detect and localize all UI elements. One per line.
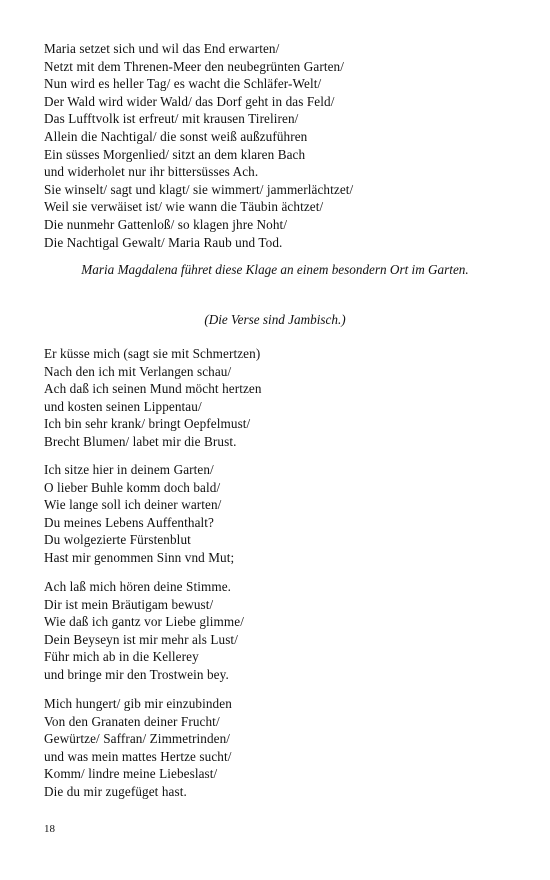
poem-line: und bringe mir den Trostwein bey. [44, 666, 229, 682]
poem-stanza [44, 345, 504, 451]
poem-line: Dir ist mein Bräutigam bewust/ [44, 596, 214, 612]
poem-line: Ach daß ich seinen Mund möcht hertzen [44, 381, 262, 397]
poem-line: Gewürtze/ Saffran/ Zimmetrinden/ [44, 731, 231, 747]
poem-stanza [44, 40, 504, 251]
poem-line: Dein Beyseyn ist mir mehr als Lust/ [44, 631, 238, 647]
poem-line: Allein die Nachtigal/ die sonst weiß außzuführen [44, 128, 308, 144]
poem-line: Mich hungert/ gib mir einzubinden [44, 696, 232, 711]
poem-line: Komm/ lindre meine Liebeslast/ [44, 766, 218, 782]
poem-stanza [44, 578, 504, 684]
page-number: 18 [44, 823, 55, 835]
poem-line: Ich bin sehr krank/ bringt Oepfelmust/ [44, 416, 251, 432]
poem-line: Du meines Lebens Auffenthalt? [44, 514, 215, 530]
poem-line: Wie daß ich gantz vor Liebe glimme/ [44, 614, 244, 630]
section-heading: Maria Magdalena führet diese Klage an einem besondern Ort im Garten. [81, 262, 469, 277]
poem-line: und was mein mattes Hertze sucht/ [44, 748, 232, 764]
poem-line: Ein süsses Morgenlied/ sitzt an dem klaren Bach [44, 146, 306, 162]
poem-line: Du wolgezierte Fürstenblut [44, 532, 191, 548]
poem-line: Wie lange soll ich deiner warten/ [44, 497, 222, 513]
poem-line: Die Nachtigal Gewalt/ Maria Raub und Tod. [44, 234, 283, 250]
poem-line: Von den Granaten deiner Frucht/ [44, 713, 220, 729]
poem-line: O lieber Buhle komm doch bald/ [44, 479, 221, 495]
poem-line: Nach den ich mit Verlangen schau/ [44, 363, 232, 379]
poem-line: und kosten seinen Lippentau/ [44, 398, 202, 414]
poem-line: Die nunmehr Gattenloß/ so klagen jhre Noht/ [44, 216, 288, 232]
poem-line: Führ mich ab in die Kellerey [44, 649, 199, 665]
poem-line: Nun wird es heller Tag/ es wacht die Schläfer-Welt/ [44, 76, 322, 92]
meter-note: (Die Verse sind Jambisch.) [204, 312, 346, 327]
poem-line: Die du mir zugefüget hast. [44, 783, 187, 799]
poem-line: und widerholet nur ihr bittersüsses Ach. [44, 164, 259, 180]
poem-line: Er küsse mich (sagt sie mit Schmertzen) [44, 346, 261, 361]
poem-line: Das Lufftvolk ist erfreut/ mit krausen Tireliren/ [44, 111, 299, 127]
poem-line: Ich sitze hier in deinem Garten/ [44, 462, 214, 477]
poem-line: Sie winselt/ sagt und klagt/ sie wimmert/ jammerlächtzet/ [44, 181, 354, 197]
poem-line: Brecht Blumen/ labet mir die Brust. [44, 433, 237, 449]
poem-line: Weil sie verwäiset ist/ wie wann die Täubin ächtzet/ [44, 199, 324, 215]
poem-line: Maria setzet sich und wil das End erwarten/ [44, 41, 280, 56]
poem-line: Netzt mit dem Threnen-Meer den neubegrünten Garten/ [44, 58, 344, 74]
poem-line: Hast mir genommen Sinn vnd Mut; [44, 549, 235, 565]
poem-stanza [44, 695, 504, 801]
poem-line: Ach laß mich hören deine Stimme. [44, 579, 232, 594]
poem-line: Der Wald wird wider Wald/ das Dorf geht in das Feld/ [44, 93, 335, 109]
poem-stanza [44, 461, 504, 567]
